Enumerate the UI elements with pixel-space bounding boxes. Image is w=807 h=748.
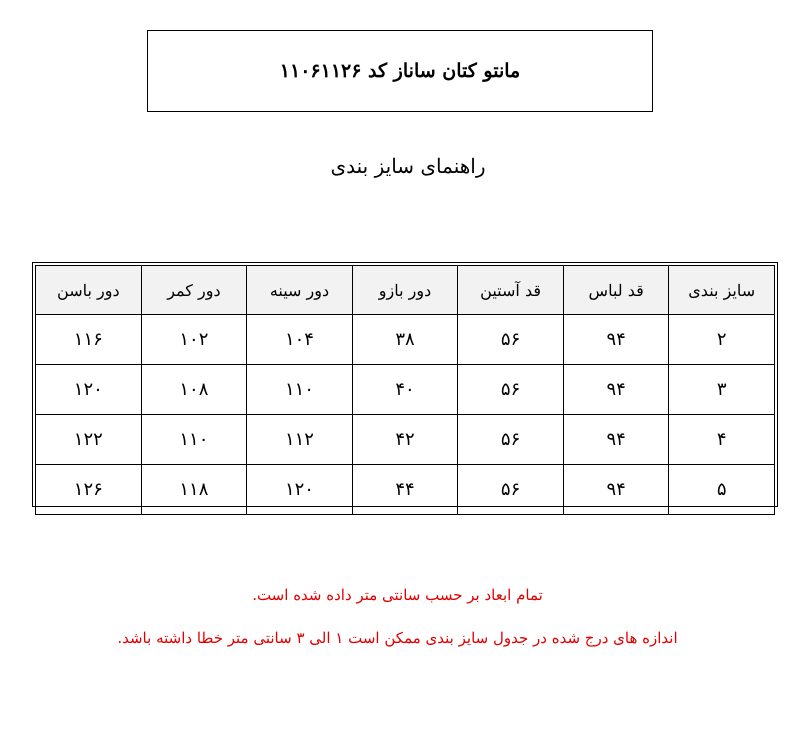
header-chest-circumference: دور سینه <box>247 266 353 315</box>
table-row <box>36 465 775 515</box>
table-cell: ۱۲۰ <box>247 465 353 515</box>
header-dress-length: قد لباس <box>563 266 669 315</box>
table-row <box>36 315 775 365</box>
table-cell: ۵۶ <box>458 315 564 365</box>
table-row <box>36 415 775 465</box>
table-cell: ۴ <box>669 415 775 465</box>
header-size: سایز بندی <box>669 266 775 315</box>
table-cell: ۱۲۲ <box>36 415 142 465</box>
table-cell: ۹۴ <box>563 415 669 465</box>
table-cell: ۹۴ <box>563 465 669 515</box>
tolerance-note: اندازه های درج شده در جدول سایز بندی ممکن است ۱ الی ۳ سانتی متر خطا داشته باشد. <box>117 629 678 647</box>
units-note: تمام ابعاد بر حسب سانتی متر داده شده است. <box>252 586 543 604</box>
table-cell: ۱۱۶ <box>36 315 142 365</box>
size-table-frame <box>32 262 778 507</box>
product-title: مانتو کتان ساناز کد ۱۱۰۶۱۱۲۶ <box>279 60 521 82</box>
table-cell: ۱۲۶ <box>36 465 142 515</box>
table-cell: ۵۶ <box>458 365 564 415</box>
size-table <box>35 265 775 515</box>
table-cell: ۱۲۰ <box>36 365 142 415</box>
table-cell: ۲ <box>669 315 775 365</box>
table-cell: ۱۱۸ <box>141 465 247 515</box>
table-cell: ۴۴ <box>352 465 458 515</box>
table-header-row <box>36 266 775 315</box>
product-title-box <box>147 30 653 112</box>
header-waist-circumference: دور کمر <box>141 266 247 315</box>
table-cell: ۱۱۲ <box>247 415 353 465</box>
header-sleeve-length: قد آستین <box>458 266 564 315</box>
table-cell: ۴۲ <box>352 415 458 465</box>
table-cell: ۱۰۴ <box>247 315 353 365</box>
table-cell: ۱۰۸ <box>141 365 247 415</box>
header-arm-circumference: دور بازو <box>352 266 458 315</box>
table-cell: ۵۶ <box>458 465 564 515</box>
table-cell: ۱۰۲ <box>141 315 247 365</box>
size-guide-title: راهنمای سایز بندی <box>330 154 486 178</box>
table-cell: ۳ <box>669 365 775 415</box>
table-cell: ۳۸ <box>352 315 458 365</box>
table-row <box>36 365 775 415</box>
table-cell: ۱۱۰ <box>141 415 247 465</box>
header-hip-circumference: دور باسن <box>36 266 142 315</box>
table-cell: ۵ <box>669 465 775 515</box>
table-cell: ۵۶ <box>458 415 564 465</box>
table-cell: ۱۱۰ <box>247 365 353 415</box>
table-cell: ۹۴ <box>563 315 669 365</box>
table-cell: ۴۰ <box>352 365 458 415</box>
table-cell: ۹۴ <box>563 365 669 415</box>
